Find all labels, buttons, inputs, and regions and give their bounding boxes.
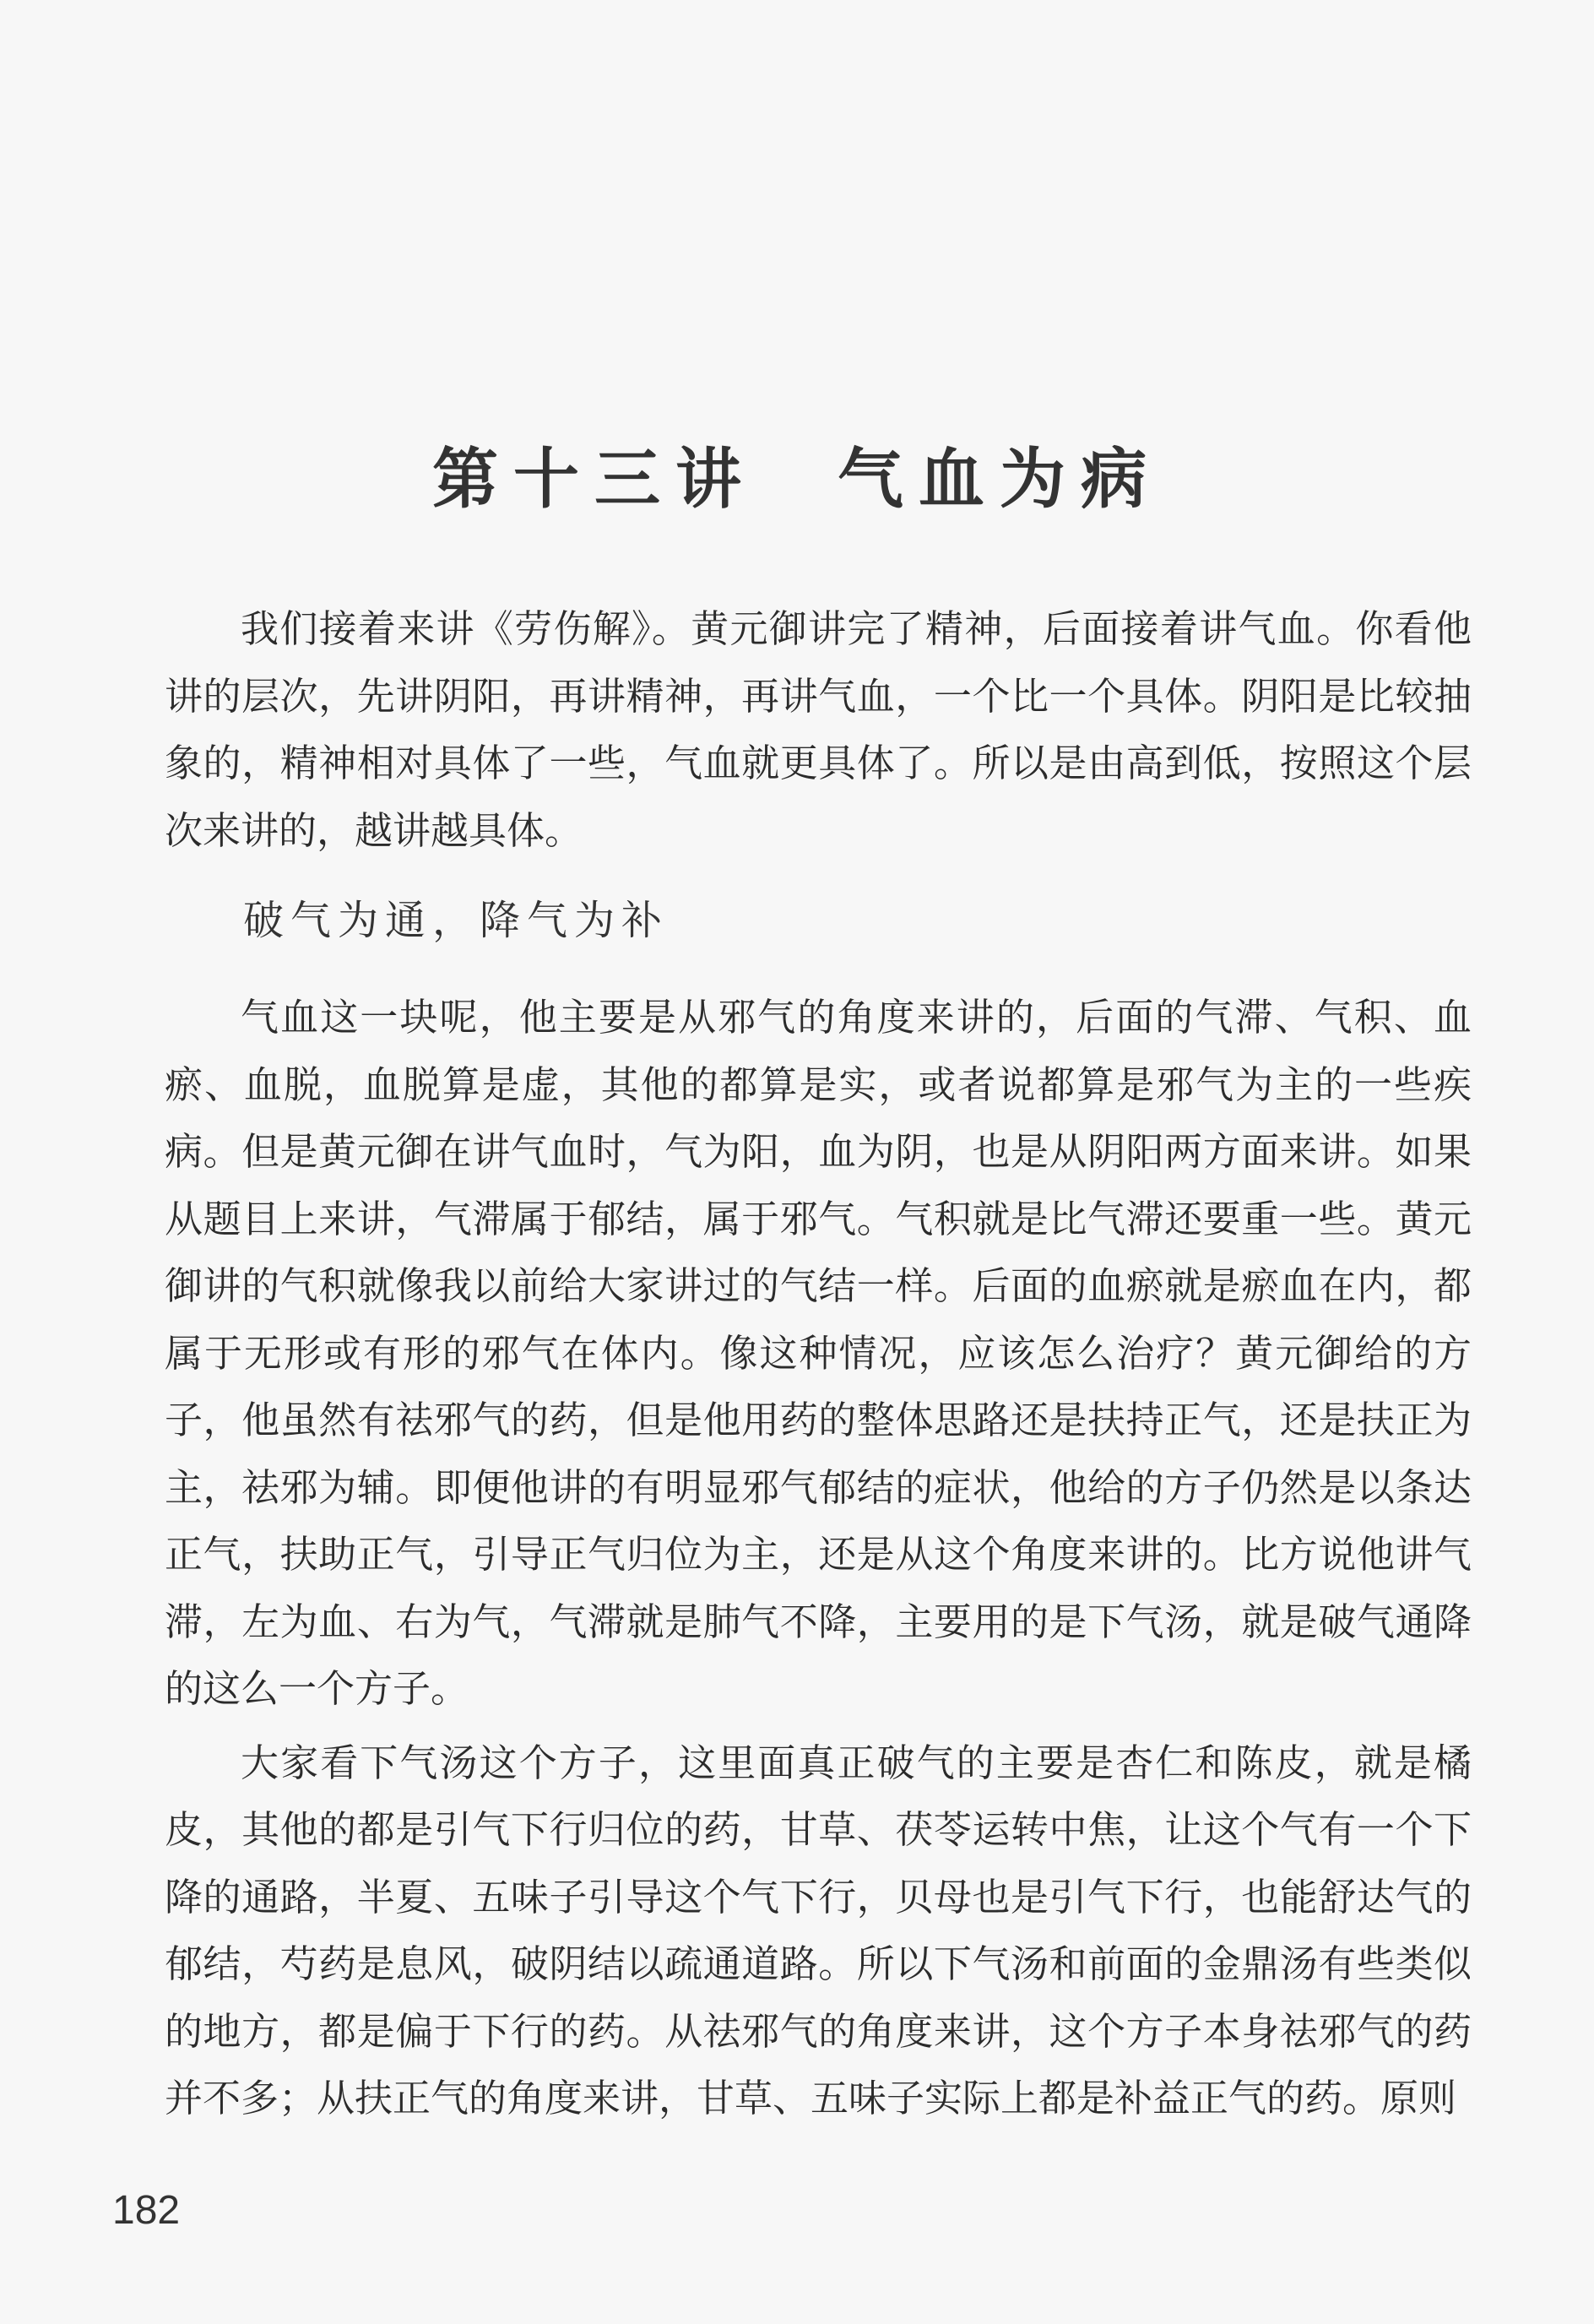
paragraph-qi-blood: 气血这一块呢，他主要是从邪气的角度来讲的，后面的气滞、气积、血瘀、血脱，血脱算是虚，其他的都算是实，或者说都算是邪气为主的一些疾病。但是黄元御在讲气血时，气为阳，血为阴，也是从阴阳两方面来讲。如果从题目上来讲，气滞属于郁结，属于邪气。气积就是比气滞还要重一些。黄元御讲的气积就像我以前给大家讲过的气结一样。后面的血瘀就是瘀血在内，都属于无形或有形的邪气在体内。像这种情况，应该怎么治疗？黄元御给的方子，他虽然有祛邪气的药，但是他用药的整体思路还是扶持正气，还是扶正为主，祛邪为辅。即便他讲的有明显邪气郁结的症状，他给的方子仍然是以条达正气，扶助正气，引导正气归位为主，还是从这个角度来讲的。比方说他讲气滞，左为血、右为气，气滞就是肺气不降，主要用的是下气汤，就是破气通降的这么一个方子。 (165, 995, 1472, 1711)
page-body (165, 595, 1472, 2132)
page-number: 182 (112, 2188, 181, 2233)
section-heading: 破气为通，降气为补 (243, 897, 670, 944)
chapter-title: 第十三讲 气血为病 (431, 442, 1162, 518)
paragraph-xiaqi-tang: 大家看下气汤这个方子，这里面真正破气的主要是杏仁和陈皮，就是橘皮，其他的都是引气下行归位的药，甘草、茯苓运转中焦，让这个气有一个下降的通路，半夏、五味子引导这个气下行，贝母也是引气下行，也能舒达气的郁结，芍药是息风，破阴结以疏通道路。所以下气汤和前面的金鼎汤有些类似的地方，都是偏于下行的药。从祛邪气的角度来讲，这个方子本身祛邪气的药并不多；从扶正气的角度来讲，甘草、五味子实际上都是补益正气的药。原则 (165, 1740, 1472, 2120)
paragraph-intro: 我们接着来讲《劳伤解》。黄元御讲完了精神，后面接着讲气血。你看他讲的层次，先讲阴阳，再讲精神，再讲气血，一个比一个具体。阴阳是比较抽象的，精神相对具体了一些，气血就更具体了。所以是由高到低，按照这个层次来讲的，越讲越具体。 (165, 606, 1472, 853)
